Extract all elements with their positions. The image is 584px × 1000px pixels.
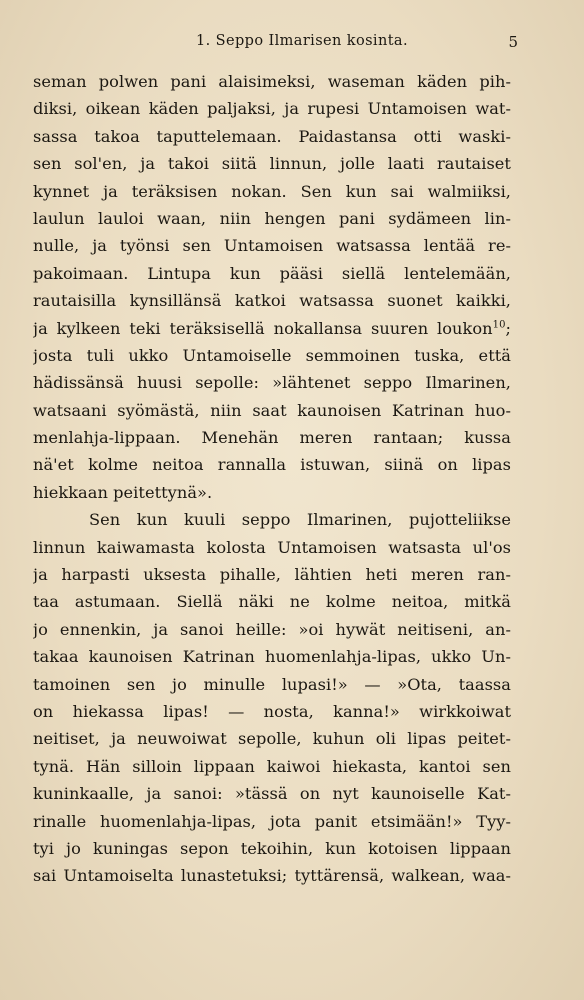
body-text: [33, 68, 511, 890]
text-line: takaa kaunoisen Katrinan huomenlahja-lipas, ukko Un-: [33, 647, 511, 667]
chapter-title: 1. Seppo Ilmarisen kosinta.: [196, 33, 408, 49]
text-line: on hiekassa lipas! — nosta, kanna!» wirkkoiwat: [33, 701, 511, 721]
text-line: nulle, ja työnsi sen Untamoisen watsassa lentää re-: [33, 236, 511, 256]
text-line: linnun kaiwamasta kolosta Untamoisen watsasta ul'os: [33, 537, 511, 557]
text-line: hädissänsä huusi sepolle: »lähtenet seppo Ilmarinen,: [33, 373, 511, 393]
text-line: josta tuli ukko Untamoiselle semmoinen tuska, että: [33, 345, 511, 365]
text-line: tynä. Hän silloin lippaan kaiwoi hiekasta, kantoi sen: [33, 756, 511, 776]
text-line: seman polwen pani alaisimeksi, waseman käden pih-: [33, 72, 511, 91]
text-line: watsaani syömästä, niin saat kaunoisen Katrinan huo-: [33, 400, 511, 420]
paragraph-last-line: hiekkaan peitettynä».: [33, 482, 213, 502]
text-line: nä'et kolme neitoa rannalla istuwan, siinä on lipas: [33, 455, 511, 475]
text-line-with-footnote: [33, 315, 511, 342]
footnote-reference: 10: [492, 319, 506, 331]
text-line: rautaisilla kynsillänsä katkoi watsassa suonet kaikki,: [33, 291, 511, 311]
page-number: 5: [508, 33, 518, 51]
text-line: menlahja-lippaan. Menehän meren rantaan; kussa: [33, 428, 511, 448]
text-line: taa astumaan. Siellä näki ne kolme neitoa, mitkä: [33, 592, 511, 612]
text-line: ja harpasti uksesta pihalle, lähtien heti meren ran-: [33, 565, 511, 585]
text-line: sen sol'en, ja takoi siitä linnun, jolle laati rautaiset: [33, 154, 511, 174]
text-line: sassa takoa taputtelemaan. Paidastansa otti waski-: [33, 126, 511, 146]
text-line: pakoimaan. Lintupa kun pääsi siellä lentelemään,: [33, 263, 511, 283]
running-header: [0, 33, 584, 57]
text-line: laulun lauloi waan, niin hengen pani sydämeen lin-: [33, 208, 511, 228]
text-line-content: ja kylkeen teki teräksisellä nokallansa suuren loukon: [33, 318, 493, 338]
text-line: diksi, oikean käden paljaksi, ja rupesi Untamoisen wat-: [33, 99, 511, 119]
text-line: neitiset, ja neuwoiwat sepolle, kuhun oli lipas peitet-: [33, 729, 511, 749]
paragraph-first-line: Sen kun kuuli seppo Ilmarinen, pujotteliikse: [89, 510, 511, 530]
text-line: tyi jo kuningas sepon tekoihin, kun kotoisen lippaan: [33, 838, 511, 858]
text-line: kynnet ja teräksisen nokan. Sen kun sai walmiiksi,: [33, 181, 511, 201]
text-line: sai Untamoiselta lunastetuksi; tyttärensä, walkean, waa-: [33, 866, 511, 886]
text-line: rinalle huomenlahja-lipas, jota panit etsimään!» Tyy-: [33, 811, 511, 831]
text-line: jo ennenkin, ja sanoi heille: »oi hywät neitiseni, an-: [33, 619, 511, 639]
text-line: tamoinen sen jo minulle lupasi!» — »Ota, taassa: [33, 674, 511, 694]
text-line: kuninkaalle, ja sanoi: »tässä on nyt kaunoiselle Kat-: [33, 784, 511, 804]
footnote-punctuation: ;: [505, 318, 511, 338]
